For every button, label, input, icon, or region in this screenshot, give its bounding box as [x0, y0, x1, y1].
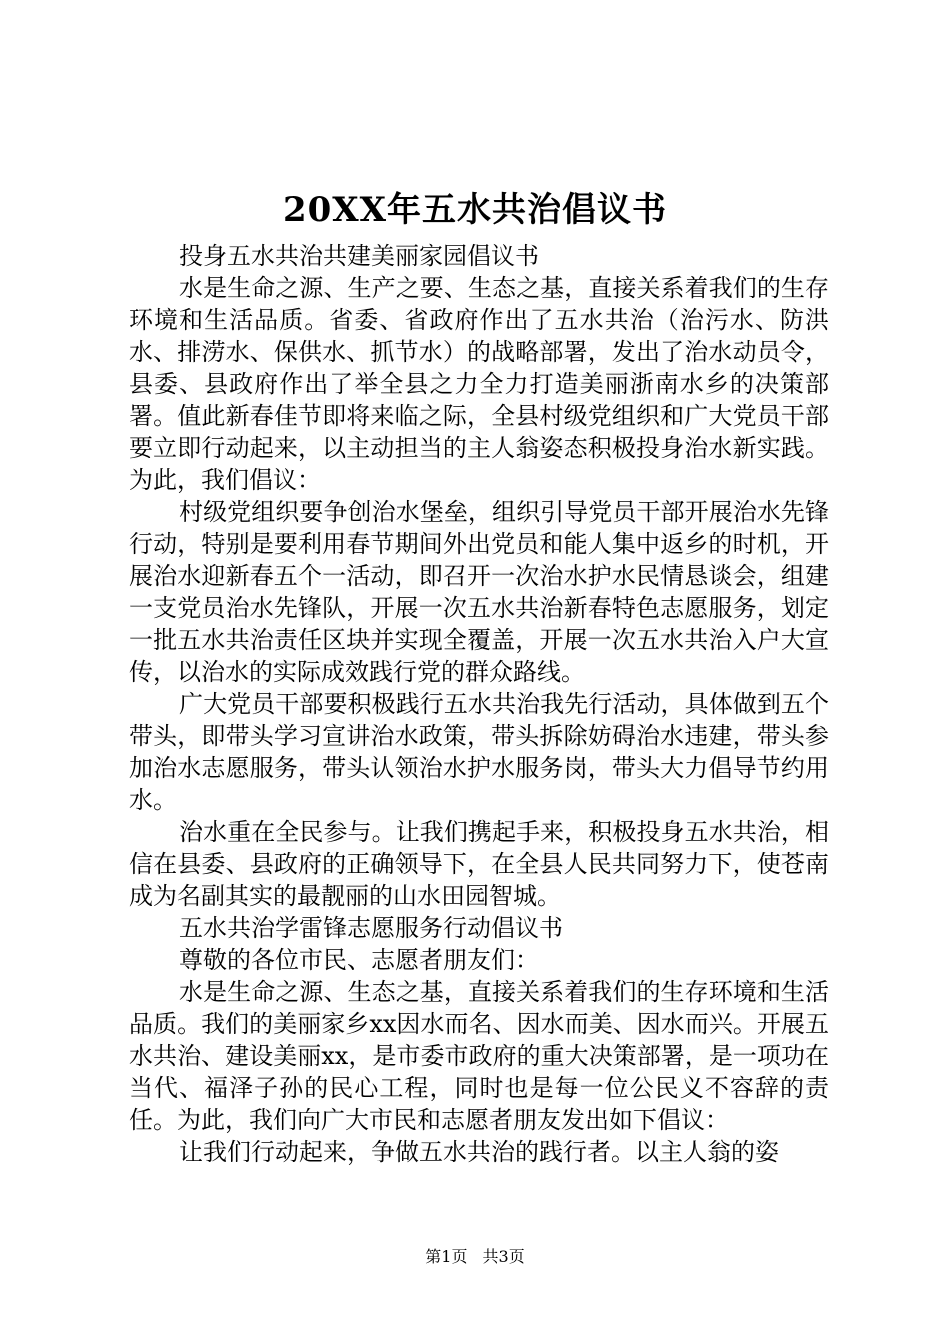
document-body	[129, 240, 829, 1168]
salutation: 尊敬的各位市民、志愿者朋友们：	[179, 946, 539, 974]
paragraph: 水是生命之源、生产之要、生态之基，直接关系着我们的生存环境和生活品质。省委、省政府作出了五水共治（治污水、防洪水、排涝水、保供水、抓节水）的战略部署，发出了治水动员令，县委、县政府作出了举全县之力全力打造美丽浙南水乡的决策部署。值此新春佳节即将来临之际，全县村级党组织和广大党员干部要立即行动起来，以主动担当的主人翁姿态积极投身治水新实践。为此，我们倡议：	[129, 274, 829, 494]
page-footer	[0, 1244, 950, 1267]
subheading-1: 投身五水共治共建美丽家园倡议书	[179, 242, 539, 270]
paragraph: 村级党组织要争创治水堡垒，组织引导党员干部开展治水先锋行动，特别是要利用春节期间外出党员和能人集中返乡的时机，开展治水迎新春五个一活动，即召开一次治水护水民情恳谈会，组建一支党员治水先锋队，开展一次五水共治新春特色志愿服务，划定一批五水共治责任区块并实现全覆盖，开展一次五水共治入户大宣传，以治水的实际成效践行党的群众路线。	[129, 498, 829, 686]
paragraph: 让我们行动起来，争做五水共治的践行者。以主人翁的姿	[179, 1138, 779, 1166]
paragraph: 广大党员干部要积极践行五水共治我先行活动，具体做到五个带头，即带头学习宣讲治水政策，带头拆除妨碍治水违建，带头参加治水志愿服务，带头认领治水护水服务岗，带头大力倡导节约用水。	[129, 690, 829, 814]
document-title: 20XX年五水共治倡议书	[282, 190, 668, 230]
subheading-2: 五水共治学雷锋志愿服务行动倡议书	[179, 914, 563, 942]
page-total: 共3页	[482, 1247, 525, 1266]
page-number: 第1页	[425, 1247, 468, 1266]
paragraph: 水是生命之源、生态之基，直接关系着我们的生存环境和生活品质。我们的美丽家乡xx因水而名、因水而美、因水而兴。开展五水共治、建设美丽xx，是市委市政府的重大决策部署，是一项功在当代、福泽子孙的民心工程，同时也是每一位公民义不容辞的责任。为此，我们向广大市民和志愿者朋友发出如下倡议：	[129, 978, 829, 1134]
paragraph: 治水重在全民参与。让我们携起手来，积极投身五水共治，相信在县委、县政府的正确领导下，在全县人民共同努力下，使苍南成为名副其实的最靓丽的山水田园智城。	[129, 818, 829, 910]
